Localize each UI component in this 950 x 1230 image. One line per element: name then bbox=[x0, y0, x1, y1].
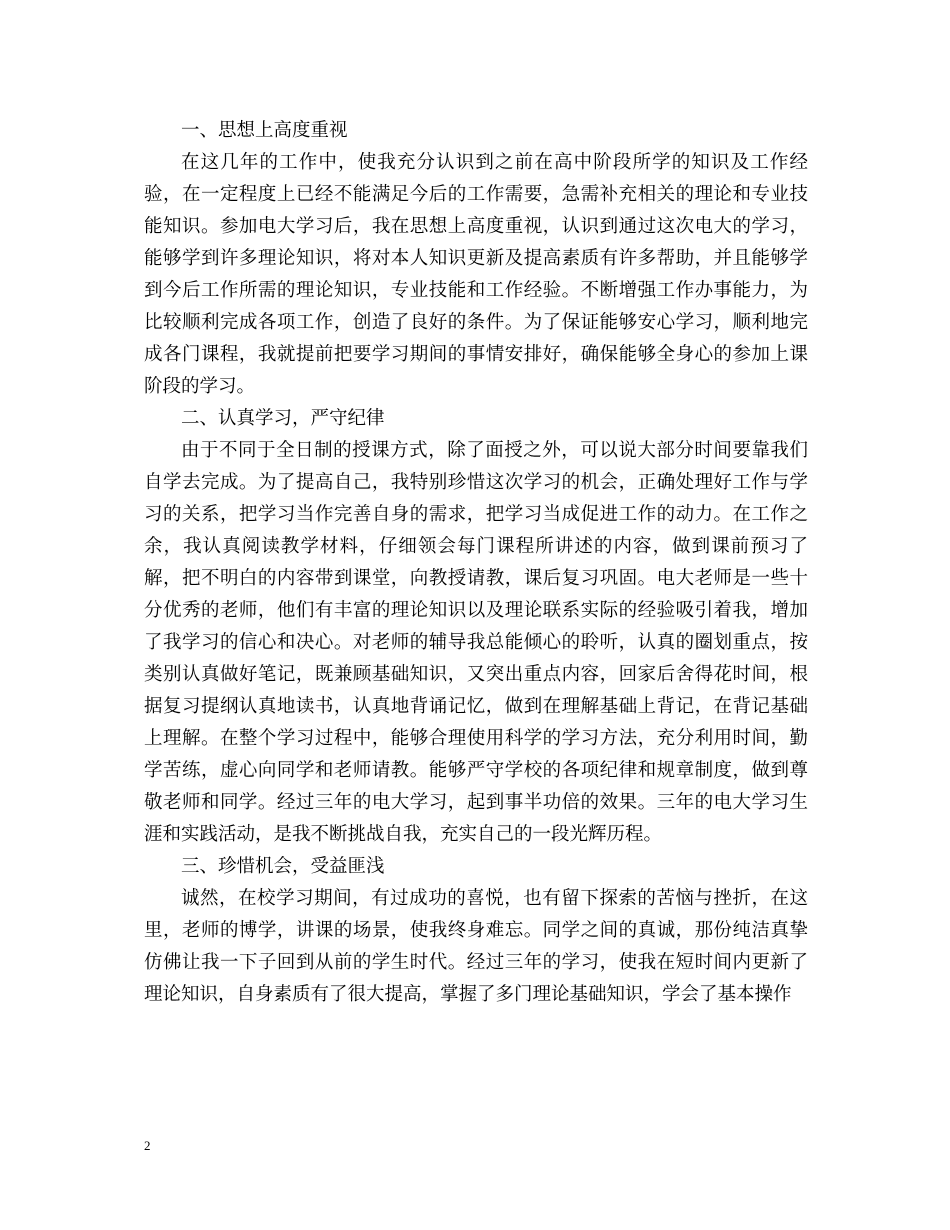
section-paragraph-3: 诚然，在校学习期间，有过成功的喜悦，也有留下探索的苦恼与挫折，在这里，老师的博学，讲课的场景，使我终身难忘。同学之间的真诚，那份纯洁真挚仿佛让我一下子回到从前的学生时代。经过三年的学习，使我在短时间内更新了理论知识，自身素质有了很大提高，掌握了多门理论基础知识，学会了基本操作 bbox=[144, 888, 808, 1005]
section-heading-3: 三、珍惜机会，受益匪浅 bbox=[181, 856, 385, 877]
section-paragraph-1: 在这几年的工作中，使我充分认识到之前在高中阶段所学的知识及工作经验，在一定程度上已经不能满足今后的工作需要，急需补充相关的理论和专业技能知识。参加电大学习后，我在思想上高度重视，认识到通过这次电大的学习，能够学到许多理论知识，将对本人知识更新及提高素质有许多帮助，并且能够学到今后工作所需的理论知识，专业技能和工作经验。不断增强工作办事能力，为比较顺利完成各项工作，创造了良好的条件。为了保证能够安心学习，顺利地完成各门课程，我就提前把要学习期间的事情安排好，确保能够全身心的参加上课阶段的学习。 bbox=[144, 152, 808, 397]
section-paragraph-2: 由于不同于全日制的授课方式，除了面授之外，可以说大部分时间要靠我们自学去完成。为了提高自己，我特别珍惜这次学习的机会，正确处理好工作与学习的关系，把学习当作完善自身的需求，把学习当成促进工作的动力。在工作之余，我认真阅读教学材料，仔细领会每门课程所讲述的内容，做到课前预习了解，把不明白的内容带到课堂，向教授请教，课后复习巩固。电大老师是一些十分优秀的老师，他们有丰富的理论知识以及理论联系实际的经验吸引着我，增加了我学习的信心和决心。对老师的辅导我总能倾心的聆听，认真的圈划重点，按类别认真做好笔记，既兼顾基础知识，又突出重点内容，回家后舍得花时间，根据复习提纲认真地读书，认真地背诵记忆，做到在理解基础上背记，在背记基础上理解。在整个学习过程中，能够合理使用科学的学习方法，充分利用时间，勤学苦练，虚心向同学和老师请教。能够严守学校的各项纪律和规章制度，做到尊敬老师和同学。经过三年的电大学习，起到事半功倍的效果。三年的电大学习生涯和实践活动，是我不断挑战自我，充实自己的一段光辉历程。 bbox=[144, 440, 808, 845]
section-heading-2: 二、认真学习，严守纪律 bbox=[181, 408, 385, 429]
section-heading-1: 一、思想上高度重视 bbox=[181, 120, 348, 141]
document-body bbox=[144, 115, 808, 1011]
page-number: 2 bbox=[144, 1138, 151, 1153]
